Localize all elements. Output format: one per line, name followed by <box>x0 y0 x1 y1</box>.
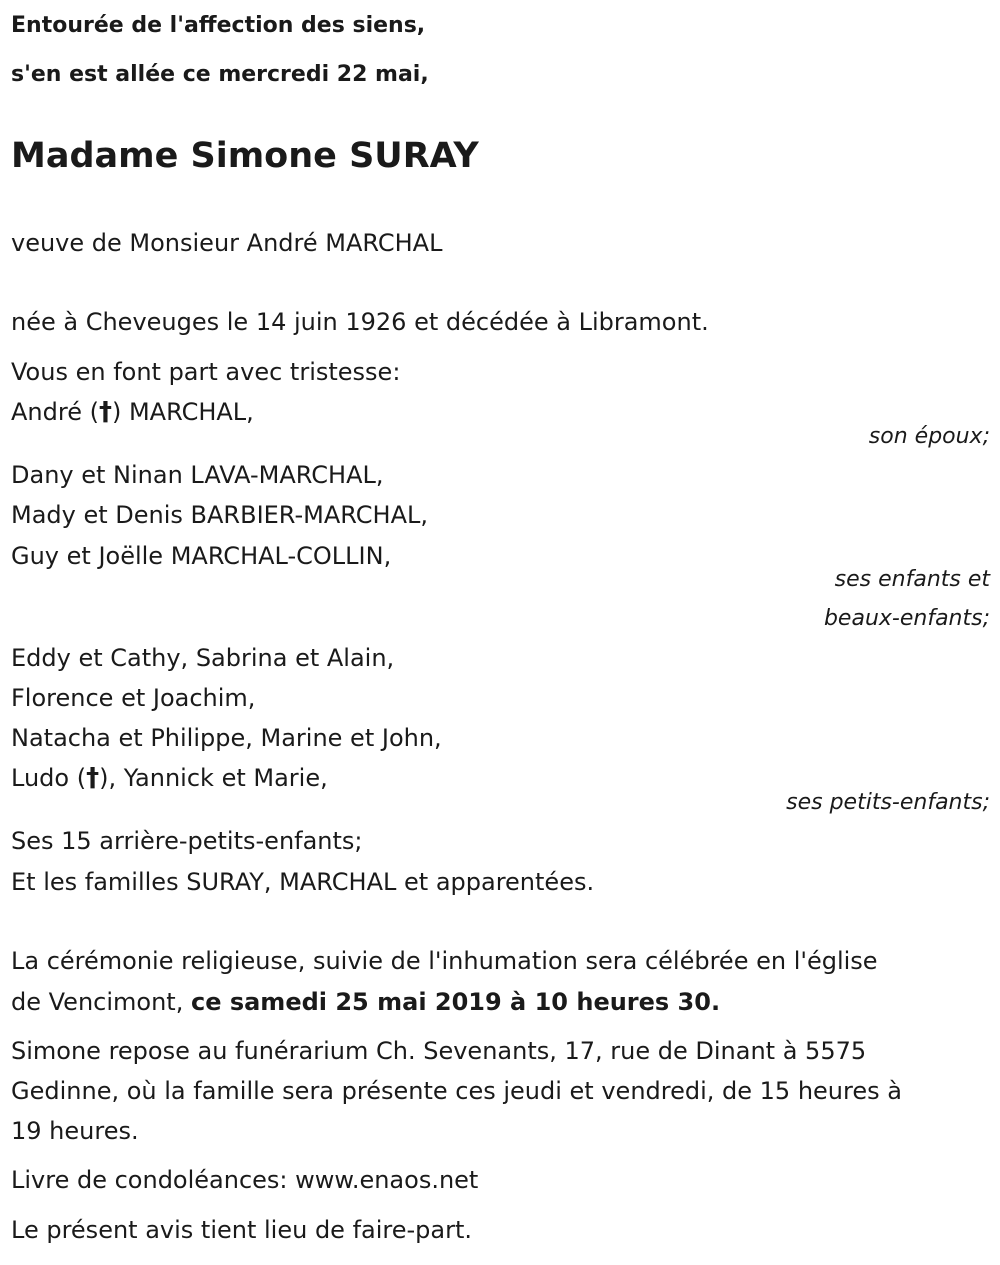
spouse-name-start: André ( <box>11 398 99 426</box>
grandchild-name-end: ), Yannick et Marie, <box>99 764 328 792</box>
child-line-3: Guy et Joëlle MARCHAL-COLLIN, <box>11 542 392 570</box>
deceased-name: Madame Simone SURAY <box>11 136 479 176</box>
ceremony-line-1: La cérémonie religieuse, suivie de l'inhumation sera célébrée en l'église <box>11 947 878 975</box>
notice-line: Le présent avis tient lieu de faire-part. <box>11 1216 473 1244</box>
children-role-2: beaux-enfants; <box>823 606 990 631</box>
ceremony-line-2 <box>11 987 720 1017</box>
announce-line: Vous en font part avec tristesse: <box>11 358 401 386</box>
funerarium-line-2: Gedinne, où la famille sera présente ces jeudi et vendredi, de 15 heures à <box>11 1077 902 1105</box>
grandchild-line-3: Natacha et Philippe, Marine et John, <box>11 724 442 752</box>
child-line-2: Mady et Denis BARBIER-MARCHAL, <box>11 501 428 529</box>
spouse-name-end: ) MARCHAL, <box>111 398 254 426</box>
children-role-1: ses enfants et <box>834 567 990 592</box>
cross-icon: † <box>98 397 112 427</box>
widow-of: veuve de Monsieur André MARCHAL <box>11 229 443 257</box>
birth-death: née à Cheveuges le 14 juin 1926 et décédée à Libramont. <box>11 308 709 336</box>
condolences-line: Livre de condoléances: www.enaos.net <box>11 1166 479 1194</box>
intro-line-1: Entourée de l'affection des siens, <box>11 13 426 38</box>
ceremony-datetime: ce samedi 25 mai 2019 à 10 heures 30. <box>190 988 721 1016</box>
funerarium-line-3: 19 heures. <box>11 1117 139 1145</box>
ceremony-location: de Vencimont, <box>11 988 191 1016</box>
spouse-role: son époux; <box>868 424 990 449</box>
grandchildren-role: ses petits-enfants; <box>786 790 990 815</box>
child-line-1: Dany et Ninan LAVA-MARCHAL, <box>11 461 384 489</box>
great-grandchildren: Ses 15 arrière-petits-enfants; <box>11 827 363 855</box>
grandchild-line-4 <box>11 763 328 793</box>
grandchild-line-2: Florence et Joachim, <box>11 684 256 712</box>
spouse-line <box>11 397 254 427</box>
grandchild-line-1: Eddy et Cathy, Sabrina et Alain, <box>11 644 395 672</box>
intro-line-2: s'en est allée ce mercredi 22 mai, <box>11 62 429 87</box>
funerarium-line-1: Simone repose au funérarium Ch. Sevenants, 17, rue de Dinant à 5575 <box>11 1037 867 1065</box>
families-line: Et les familles SURAY, MARCHAL et apparentées. <box>11 868 595 896</box>
cross-icon: † <box>86 763 100 793</box>
grandchild-name-start: Ludo ( <box>11 764 87 792</box>
